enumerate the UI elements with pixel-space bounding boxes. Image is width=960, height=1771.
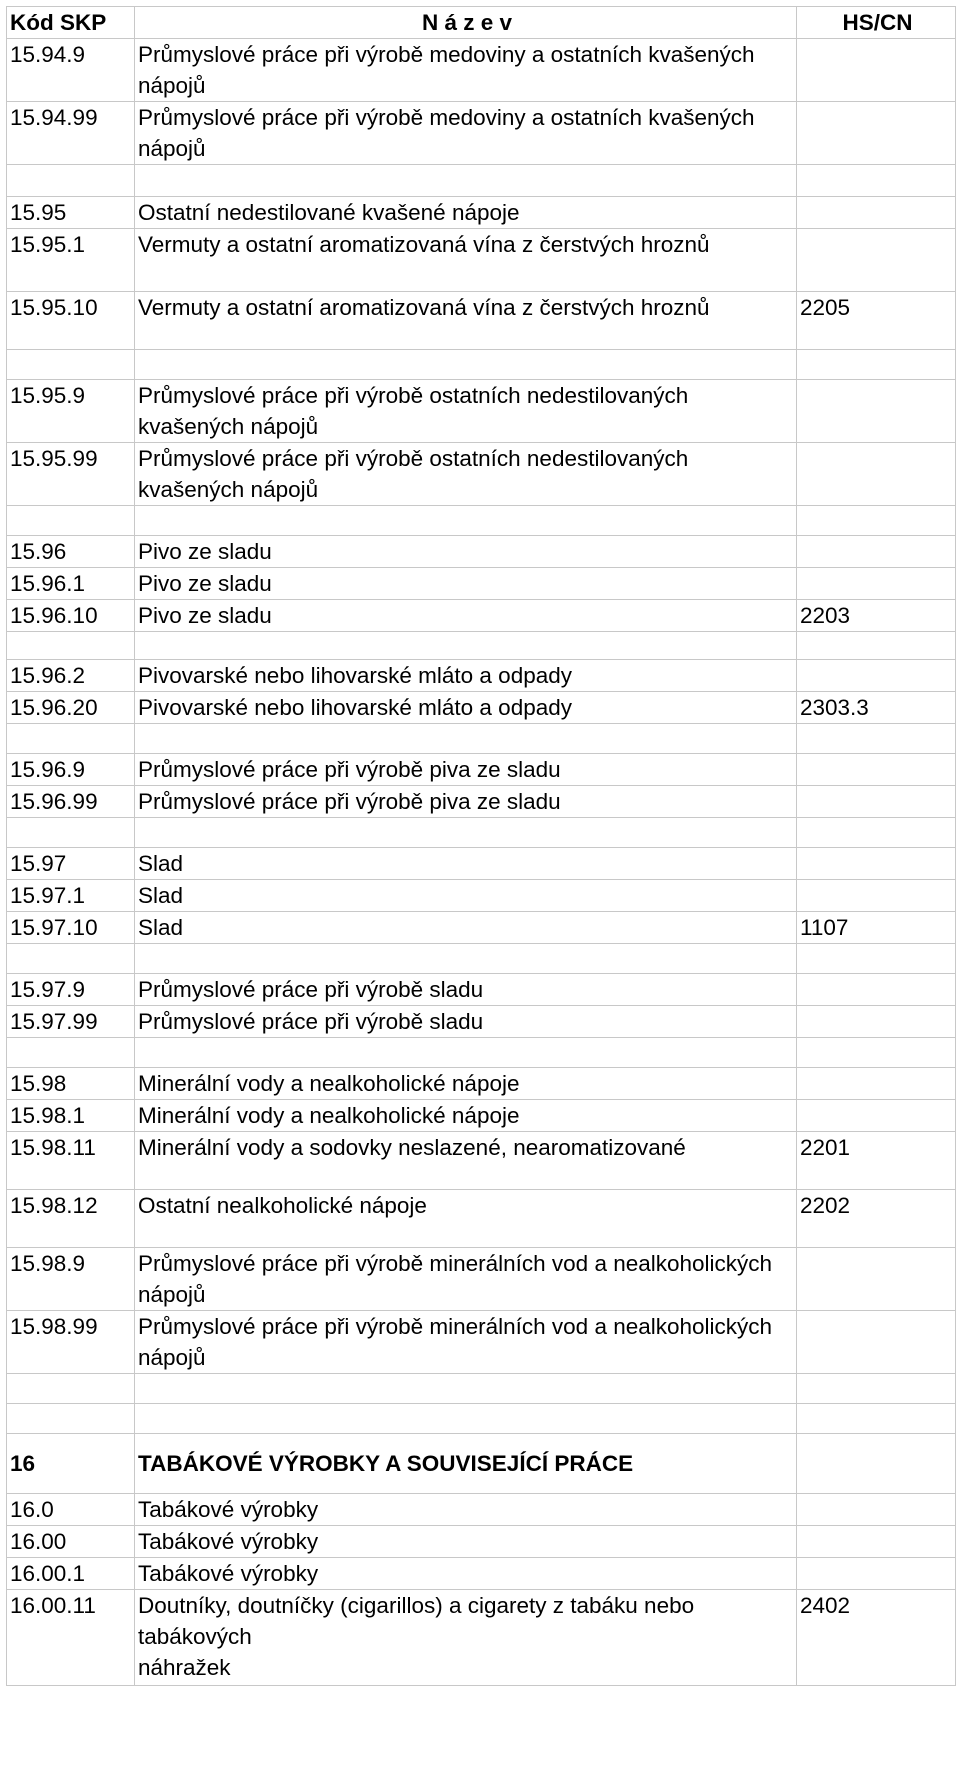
table-row <box>7 1248 956 1311</box>
name-cell: Slad <box>135 912 797 944</box>
hs-cell <box>797 1311 956 1374</box>
code-cell <box>7 1404 135 1434</box>
hs-cell <box>797 443 956 506</box>
hs-cell <box>797 1494 956 1526</box>
code-cell: 16.00.1 <box>7 1558 135 1590</box>
hs-cell <box>797 536 956 568</box>
name-cell: Slad <box>135 848 797 880</box>
code-cell: 15.97.1 <box>7 880 135 912</box>
name-cell: Průmyslové práce při výrobě minerálních vod a nealkoholických nápojů <box>135 1311 797 1374</box>
hs-cell <box>797 197 956 229</box>
hs-cell <box>797 660 956 692</box>
spacer-row <box>7 724 956 754</box>
hs-cell <box>797 1006 956 1038</box>
table-row <box>7 102 956 165</box>
code-cell: 15.97.99 <box>7 1006 135 1038</box>
table-row <box>7 536 956 568</box>
name-cell <box>135 632 797 660</box>
table-row <box>7 1590 956 1686</box>
table-row <box>7 1068 956 1100</box>
hs-cell <box>797 1404 956 1434</box>
name-cell: Slad <box>135 880 797 912</box>
code-cell: 15.98.11 <box>7 1132 135 1190</box>
table-row <box>7 39 956 102</box>
name-cell <box>135 165 797 197</box>
name-cell: Průmyslové práce při výrobě piva ze sladu <box>135 754 797 786</box>
name-cell: Průmyslové práce při výrobě medoviny a ostatních kvašených nápojů <box>135 39 797 102</box>
name-cell: TABÁKOVÉ VÝROBKY A SOUVISEJÍCÍ PRÁCE <box>135 1434 797 1494</box>
hs-cell: 2303.3 <box>797 692 956 724</box>
code-cell: 15.96.20 <box>7 692 135 724</box>
code-cell: 15.98.9 <box>7 1248 135 1311</box>
code-cell: 15.97 <box>7 848 135 880</box>
hs-cell: 2201 <box>797 1132 956 1190</box>
table-row <box>7 692 956 724</box>
code-cell <box>7 724 135 754</box>
name-cell: Doutníky, doutníčky (cigarillos) a cigarety z tabáku nebo tabákových náhražek <box>135 1590 797 1686</box>
hs-cell <box>797 1558 956 1590</box>
section-heading-row <box>7 1434 956 1494</box>
code-cell: 15.95 <box>7 197 135 229</box>
table-row <box>7 229 956 292</box>
spacer-row <box>7 818 956 848</box>
hs-cell <box>797 786 956 818</box>
name-cell <box>135 944 797 974</box>
code-cell: 15.98.99 <box>7 1311 135 1374</box>
code-cell: 15.98.1 <box>7 1100 135 1132</box>
name-cell <box>135 1404 797 1434</box>
name-cell: Vermuty a ostatní aromatizovaná vína z čerstvých hroznů <box>135 229 797 292</box>
code-cell: 15.95.99 <box>7 443 135 506</box>
name-cell: Vermuty a ostatní aromatizovaná vína z čerstvých hroznů <box>135 292 797 350</box>
table-row <box>7 1494 956 1526</box>
hs-cell: 2202 <box>797 1190 956 1248</box>
skp-table <box>6 6 956 1686</box>
code-cell <box>7 165 135 197</box>
name-cell <box>135 1038 797 1068</box>
code-cell: 15.98 <box>7 1068 135 1100</box>
table-row <box>7 600 956 632</box>
code-cell: 15.95.1 <box>7 229 135 292</box>
code-cell: 15.96.9 <box>7 754 135 786</box>
name-cell: Minerální vody a nealkoholické nápoje <box>135 1100 797 1132</box>
hs-cell <box>797 754 956 786</box>
table-row <box>7 848 956 880</box>
name-cell: Minerální vody a nealkoholické nápoje <box>135 1068 797 1100</box>
spacer-row <box>7 1374 956 1404</box>
code-cell <box>7 944 135 974</box>
hs-cell <box>797 39 956 102</box>
code-cell: 15.94.99 <box>7 102 135 165</box>
name-cell: Tabákové výrobky <box>135 1558 797 1590</box>
spacer-row <box>7 1404 956 1434</box>
spacer-row <box>7 1038 956 1068</box>
name-cell: Průmyslové práce při výrobě sladu <box>135 974 797 1006</box>
name-cell: Pivovarské nebo lihovarské mláto a odpady <box>135 660 797 692</box>
name-cell <box>135 350 797 380</box>
table-row <box>7 974 956 1006</box>
hs-cell <box>797 880 956 912</box>
spacer-row <box>7 165 956 197</box>
hs-cell <box>797 848 956 880</box>
table-row <box>7 1132 956 1190</box>
code-cell: 15.96.99 <box>7 786 135 818</box>
hs-cell <box>797 380 956 443</box>
table-row <box>7 1526 956 1558</box>
hs-cell <box>797 1100 956 1132</box>
header-name: N á z e v <box>135 7 797 39</box>
table-row <box>7 1190 956 1248</box>
hs-cell <box>797 568 956 600</box>
table-row <box>7 292 956 350</box>
hs-cell <box>797 944 956 974</box>
code-cell <box>7 818 135 848</box>
code-cell: 15.94.9 <box>7 39 135 102</box>
table-row <box>7 786 956 818</box>
code-cell: 16.00.11 <box>7 1590 135 1686</box>
hs-cell <box>797 1068 956 1100</box>
hs-cell <box>797 1038 956 1068</box>
code-cell: 16.0 <box>7 1494 135 1526</box>
hs-cell <box>797 506 956 536</box>
code-cell <box>7 1374 135 1404</box>
name-cell: Tabákové výrobky <box>135 1526 797 1558</box>
code-cell: 16.00 <box>7 1526 135 1558</box>
name-cell: Průmyslové práce při výrobě piva ze sladu <box>135 786 797 818</box>
table-body <box>7 39 956 1686</box>
hs-cell <box>797 632 956 660</box>
table-row <box>7 1311 956 1374</box>
hs-cell: 1107 <box>797 912 956 944</box>
hs-cell <box>797 1248 956 1311</box>
hs-cell <box>797 724 956 754</box>
table-row <box>7 1558 956 1590</box>
code-cell: 15.96.2 <box>7 660 135 692</box>
name-cell: Pivo ze sladu <box>135 536 797 568</box>
table-row <box>7 380 956 443</box>
table-row <box>7 912 956 944</box>
hs-cell <box>797 1526 956 1558</box>
table-row <box>7 443 956 506</box>
name-cell: Pivo ze sladu <box>135 568 797 600</box>
hs-cell <box>797 165 956 197</box>
code-cell <box>7 350 135 380</box>
name-cell <box>135 506 797 536</box>
code-cell <box>7 506 135 536</box>
spacer-row <box>7 506 956 536</box>
hs-cell <box>797 350 956 380</box>
hs-cell <box>797 1434 956 1494</box>
code-cell: 15.97.10 <box>7 912 135 944</box>
hs-cell: 2402 <box>797 1590 956 1686</box>
name-cell: Průmyslové práce při výrobě minerálních vod a nealkoholických nápojů <box>135 1248 797 1311</box>
name-cell: Ostatní nedestilované kvašené nápoje <box>135 197 797 229</box>
hs-cell <box>797 1374 956 1404</box>
hs-cell: 2205 <box>797 292 956 350</box>
name-cell: Minerální vody a sodovky neslazené, nearomatizované <box>135 1132 797 1190</box>
table-row <box>7 1006 956 1038</box>
code-cell <box>7 632 135 660</box>
hs-cell <box>797 229 956 292</box>
hs-cell <box>797 974 956 1006</box>
table-row <box>7 660 956 692</box>
table-row <box>7 568 956 600</box>
code-cell: 15.95.9 <box>7 380 135 443</box>
table-header-row <box>7 7 956 39</box>
header-code: Kód SKP <box>7 7 135 39</box>
header-hs: HS/CN <box>797 7 956 39</box>
name-cell: Ostatní nealkoholické nápoje <box>135 1190 797 1248</box>
name-cell: Pivo ze sladu <box>135 600 797 632</box>
code-cell: 15.96.1 <box>7 568 135 600</box>
code-cell: 15.96.10 <box>7 600 135 632</box>
hs-cell <box>797 818 956 848</box>
code-cell: 15.97.9 <box>7 974 135 1006</box>
name-cell: Průmyslové práce při výrobě ostatních nedestilovaných kvašených nápojů <box>135 380 797 443</box>
name-cell <box>135 818 797 848</box>
table-row <box>7 754 956 786</box>
name-cell: Průmyslové práce při výrobě medoviny a ostatních kvašených nápojů <box>135 102 797 165</box>
table-row <box>7 1100 956 1132</box>
spacer-row <box>7 632 956 660</box>
name-cell: Tabákové výrobky <box>135 1494 797 1526</box>
name-cell: Průmyslové práce při výrobě ostatních nedestilovaných kvašených nápojů <box>135 443 797 506</box>
code-cell <box>7 1038 135 1068</box>
spacer-row <box>7 350 956 380</box>
name-cell: Průmyslové práce při výrobě sladu <box>135 1006 797 1038</box>
table-row <box>7 197 956 229</box>
spacer-row <box>7 944 956 974</box>
name-cell: Pivovarské nebo lihovarské mláto a odpady <box>135 692 797 724</box>
code-cell: 15.95.10 <box>7 292 135 350</box>
name-cell <box>135 1374 797 1404</box>
hs-cell: 2203 <box>797 600 956 632</box>
hs-cell <box>797 102 956 165</box>
code-cell: 15.96 <box>7 536 135 568</box>
table-row <box>7 880 956 912</box>
name-cell <box>135 724 797 754</box>
code-cell: 15.98.12 <box>7 1190 135 1248</box>
code-cell: 16 <box>7 1434 135 1494</box>
